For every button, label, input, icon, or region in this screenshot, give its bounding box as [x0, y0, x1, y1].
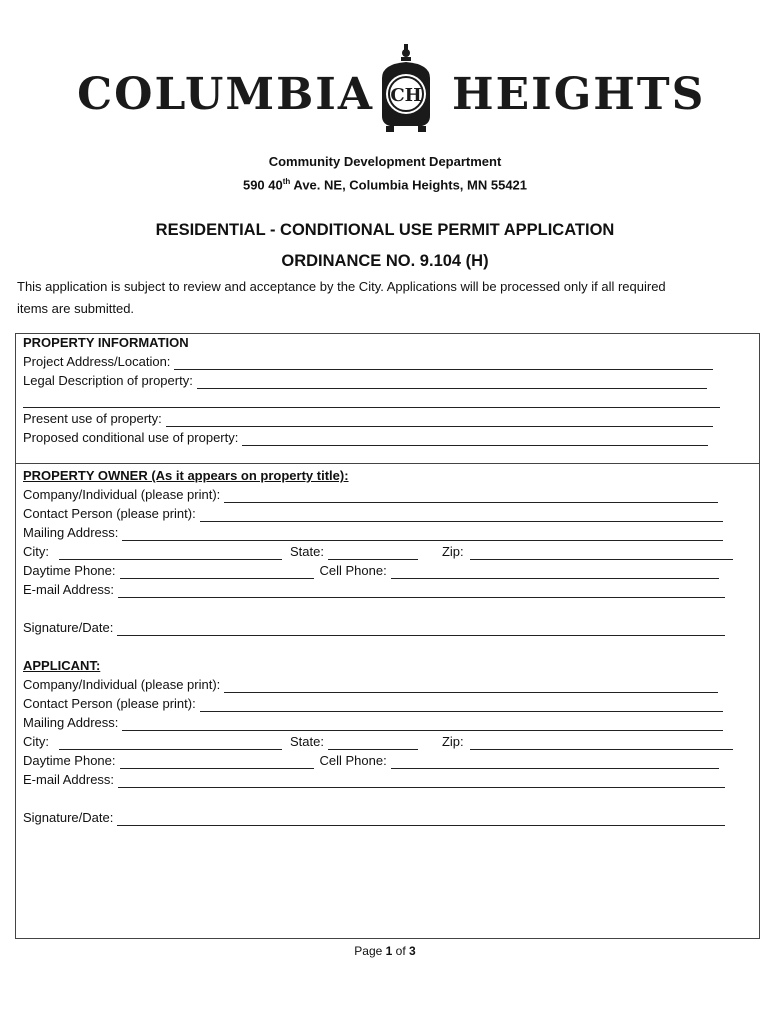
applicant-signature-label: Signature/Date: — [23, 810, 114, 825]
applicant-city-field[interactable] — [59, 736, 282, 750]
applicant-mailing-field[interactable] — [122, 717, 723, 731]
proposed-use-label: Proposed conditional use of property: — [23, 430, 239, 445]
legal-description-label: Legal Description of property: — [23, 373, 193, 388]
applicant-contact-field[interactable] — [200, 698, 723, 712]
owner-email-row — [23, 580, 725, 598]
present-use-field[interactable] — [166, 413, 713, 427]
ordinance-number: ORDINANCE NO. 9.104 (H) — [281, 252, 489, 270]
applicant-cell-phone-label: Cell Phone: — [319, 753, 387, 768]
owner-contact-field[interactable] — [200, 508, 723, 522]
owner-signature-field[interactable] — [117, 622, 725, 636]
form-title: RESIDENTIAL - CONDITIONAL USE PERMIT APPLICATION — [155, 221, 615, 239]
owner-city-label: City: — [23, 544, 49, 559]
logo-word-columbia: COLUMBIA — [77, 69, 374, 120]
applicant-email-label: E-mail Address: — [23, 772, 115, 787]
owner-daytime-phone-field[interactable] — [120, 565, 314, 579]
owner-daytime-phone-label: Daytime Phone: — [23, 563, 116, 578]
applicant-phone-row — [23, 751, 719, 769]
legal-description-field-2[interactable] — [23, 394, 720, 408]
applicant-zip-field[interactable] — [470, 736, 733, 750]
owner-mailing-row — [23, 523, 723, 541]
project-address-row — [23, 352, 713, 370]
seal-letters: CH — [390, 85, 422, 106]
owner-contact-row — [23, 504, 723, 522]
owner-contact-label: Contact Person (please print): — [23, 506, 196, 521]
applicant-mailing-row — [23, 713, 723, 731]
owner-zip-field[interactable] — [470, 546, 733, 560]
legal-description-row-2 — [23, 390, 720, 408]
owner-signature-row — [23, 618, 725, 636]
owner-company-row — [23, 485, 718, 503]
applicant-state-field[interactable] — [328, 736, 418, 750]
owner-cell-phone-label: Cell Phone: — [319, 563, 387, 578]
owner-email-field[interactable] — [118, 584, 725, 598]
applicant-daytime-phone-field[interactable] — [120, 755, 314, 769]
applicant-state-label: State: — [290, 734, 324, 749]
applicant-signature-field[interactable] — [117, 812, 725, 826]
proposed-use-row — [23, 428, 708, 446]
owner-signature-label: Signature/Date: — [23, 620, 114, 635]
owner-mailing-field[interactable] — [122, 527, 723, 541]
applicant-heading: APPLICANT: — [23, 658, 101, 673]
applicant-city-label: City: — [23, 734, 49, 749]
applicant-company-row — [23, 675, 718, 693]
applicant-city-row — [23, 732, 733, 750]
owner-city-field[interactable] — [59, 546, 282, 560]
present-use-label: Present use of property: — [23, 411, 162, 426]
owner-phone-row — [23, 561, 719, 579]
applicant-company-label: Company/Individual (please print): — [23, 677, 221, 692]
owner-state-label: State: — [290, 544, 324, 559]
owner-company-field[interactable] — [224, 489, 718, 503]
city-seal-icon — [374, 44, 438, 134]
legal-description-row — [23, 371, 707, 389]
project-address-label: Project Address/Location: — [23, 354, 171, 369]
page-indicator: Page 1 of 3 — [354, 944, 416, 958]
owner-state-field[interactable] — [328, 546, 418, 560]
intro-paragraph: This application is subject to review and acceptance by the City. Applications will be processed only if all required items are submitted. — [17, 279, 666, 316]
department-name: Community Development Department — [268, 154, 502, 169]
applicant-cell-phone-field[interactable] — [391, 755, 719, 769]
applicant-zip-label: Zip: — [441, 734, 464, 749]
applicant-company-field[interactable] — [224, 679, 718, 693]
owner-cell-phone-field[interactable] — [391, 565, 719, 579]
department-address: 590 40th Ave. NE, Columbia Heights, MN 55421 — [242, 177, 528, 193]
logo-word-heights: HEIGHTS — [452, 69, 706, 120]
owner-zip-label: Zip: — [441, 544, 464, 559]
applicant-contact-row — [23, 694, 723, 712]
applicant-signature-row — [23, 808, 725, 826]
applicant-email-field[interactable] — [118, 774, 725, 788]
present-use-row — [23, 409, 713, 427]
applicant-daytime-phone-label: Daytime Phone: — [23, 753, 116, 768]
owner-email-label: E-mail Address: — [23, 582, 115, 597]
city-logo — [0, 44, 770, 134]
owner-mailing-label: Mailing Address: — [23, 525, 119, 540]
applicant-mailing-label: Mailing Address: — [23, 715, 119, 730]
property-info-heading: PROPERTY INFORMATION — [23, 335, 189, 350]
proposed-use-field[interactable] — [242, 432, 708, 446]
project-address-field[interactable] — [174, 356, 713, 370]
section-divider — [15, 463, 760, 464]
legal-description-field[interactable] — [197, 375, 707, 389]
applicant-email-row — [23, 770, 725, 788]
owner-city-row — [23, 542, 733, 560]
owner-company-label: Company/Individual (please print): — [23, 487, 221, 502]
applicant-contact-label: Contact Person (please print): — [23, 696, 196, 711]
property-owner-heading: PROPERTY OWNER (As it appears on property title): — [23, 468, 349, 483]
